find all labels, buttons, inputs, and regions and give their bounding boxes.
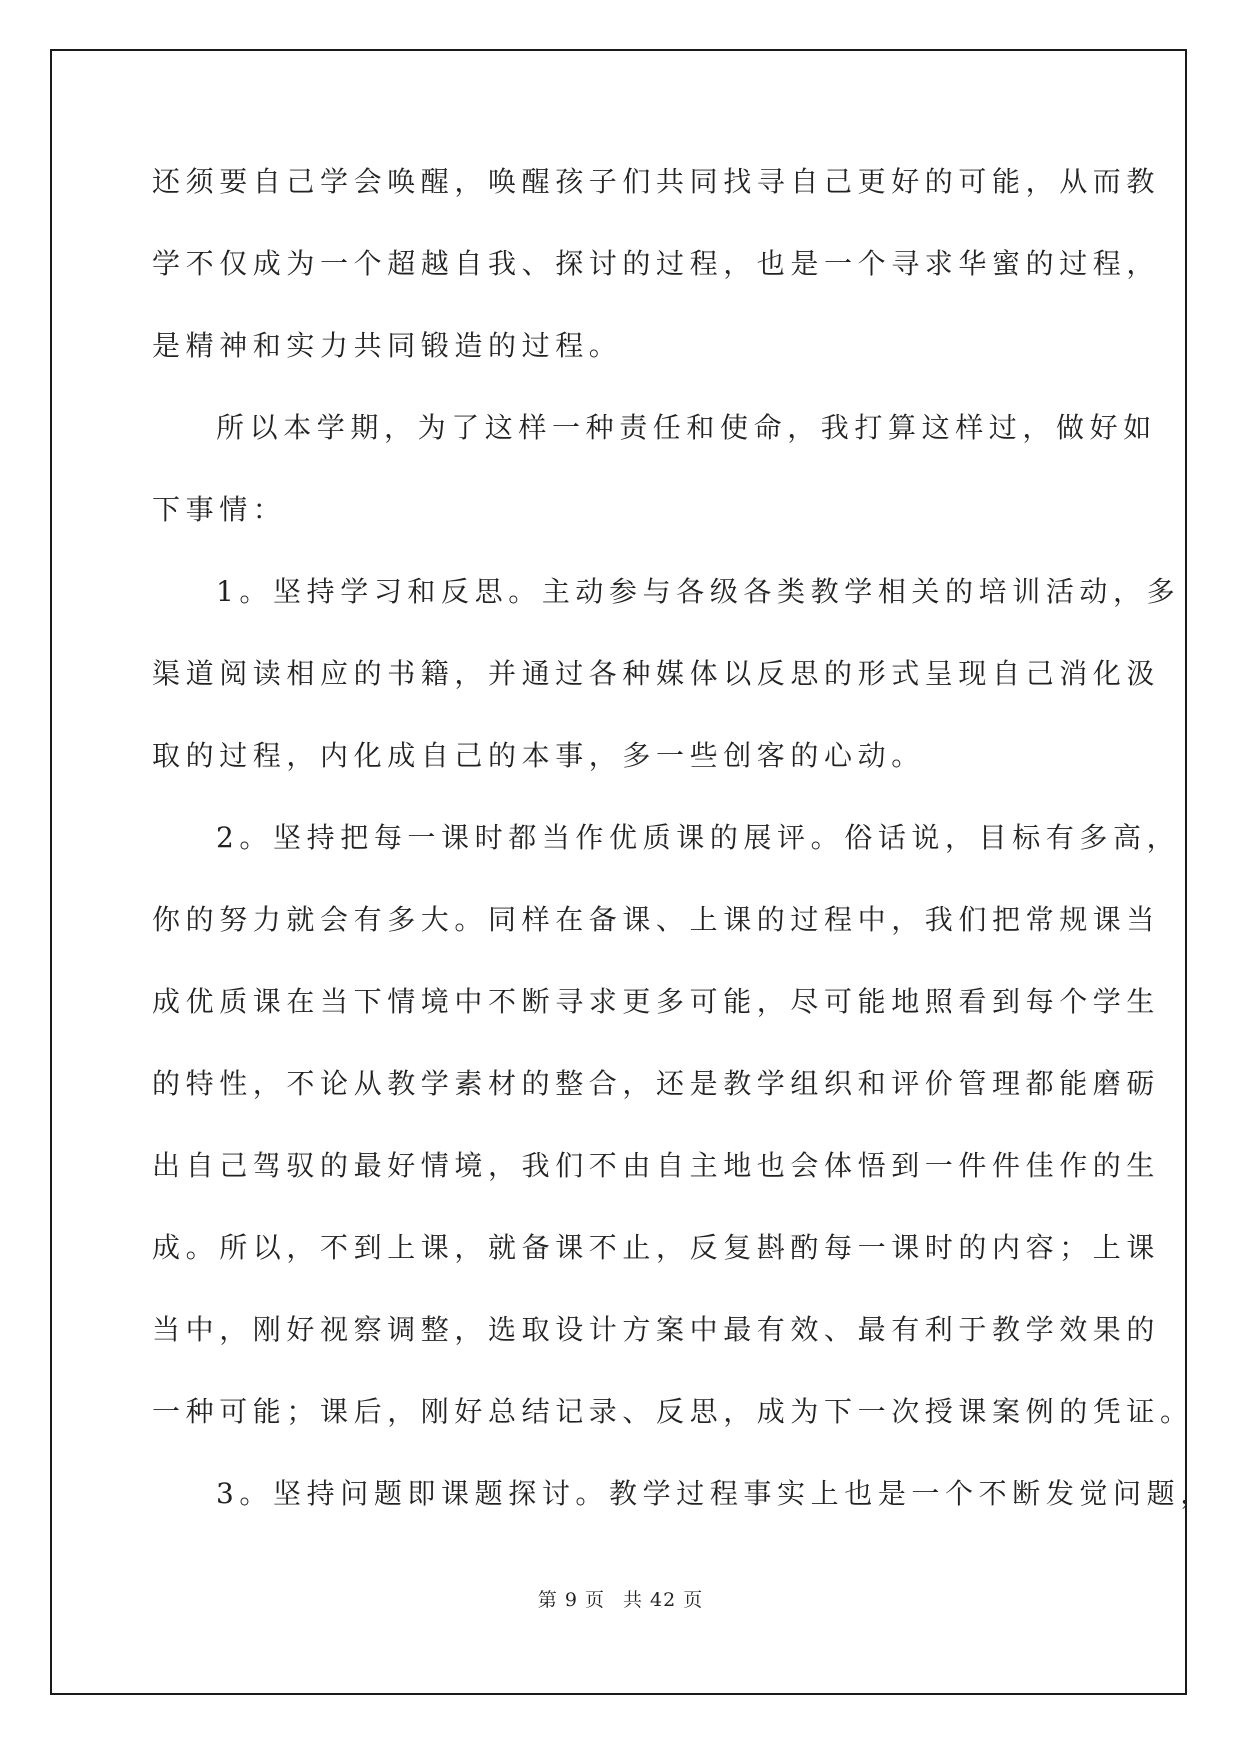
document-body: [152, 164, 1214, 1558]
list-item-3-first-line: 3。坚持问题即课题探讨。教学过程事实上也是一个不断发觉问题，: [216, 1477, 1214, 1510]
text-line: 的特性，不论从教学素材的整合，还是教学组织和评价管理都能磨砺: [152, 1067, 1161, 1100]
text-line: 取的过程，内化成自己的本事，多一些创客的心动。: [152, 739, 925, 772]
text-line: 渠道阅读相应的书籍，并通过各种媒体以反思的形式呈现自己消化汲: [152, 657, 1161, 690]
page-footer: [0, 1585, 1241, 1612]
text-line: 学不仅成为一个超越自我、探讨的过程，也是一个寻求华蜜的过程，: [152, 247, 1161, 280]
text-line: 下事情：: [152, 493, 287, 526]
text-line: 是精神和实力共同锻造的过程。: [152, 329, 623, 362]
text-line: 还须要自己学会唤醒，唤醒孩子们共同找寻自己更好的可能，从而教: [152, 165, 1161, 198]
text-line: 出自己驾驭的最好情境，我们不由自主地也会体悟到一件件佳作的生: [152, 1149, 1161, 1182]
text-line: 你的努力就会有多大。同样在备课、上课的过程中，我们把常规课当: [152, 903, 1161, 936]
list-item-1-first-line: 1。坚持学习和反思。主动参与各级各类教学相关的培训活动，多: [216, 575, 1181, 608]
text-line: 成。所以，不到上课，就备课不止，反复斟酌每一课时的内容；上课: [152, 1231, 1161, 1264]
text-line: 一种可能；课后，刚好总结记录、反思，成为下一次授课案例的凭证。: [152, 1395, 1194, 1428]
text-line: 成优质课在当下情境中不断寻求更多可能，尽可能地照看到每个学生: [152, 985, 1161, 1018]
page-number: 第 9 页: [537, 1589, 605, 1611]
page-total: 共 42 页: [622, 1589, 704, 1611]
list-item-2-first-line: 2。坚持把每一课时都当作优质课的展评。俗话说，目标有多高，: [216, 821, 1181, 854]
paragraph-first-line: 所以本学期，为了这样一种责任和使命，我打算这样过，做好如: [216, 411, 1157, 444]
text-line: 当中，刚好视察调整，选取设计方案中最有效、最有利于教学效果的: [152, 1313, 1161, 1346]
